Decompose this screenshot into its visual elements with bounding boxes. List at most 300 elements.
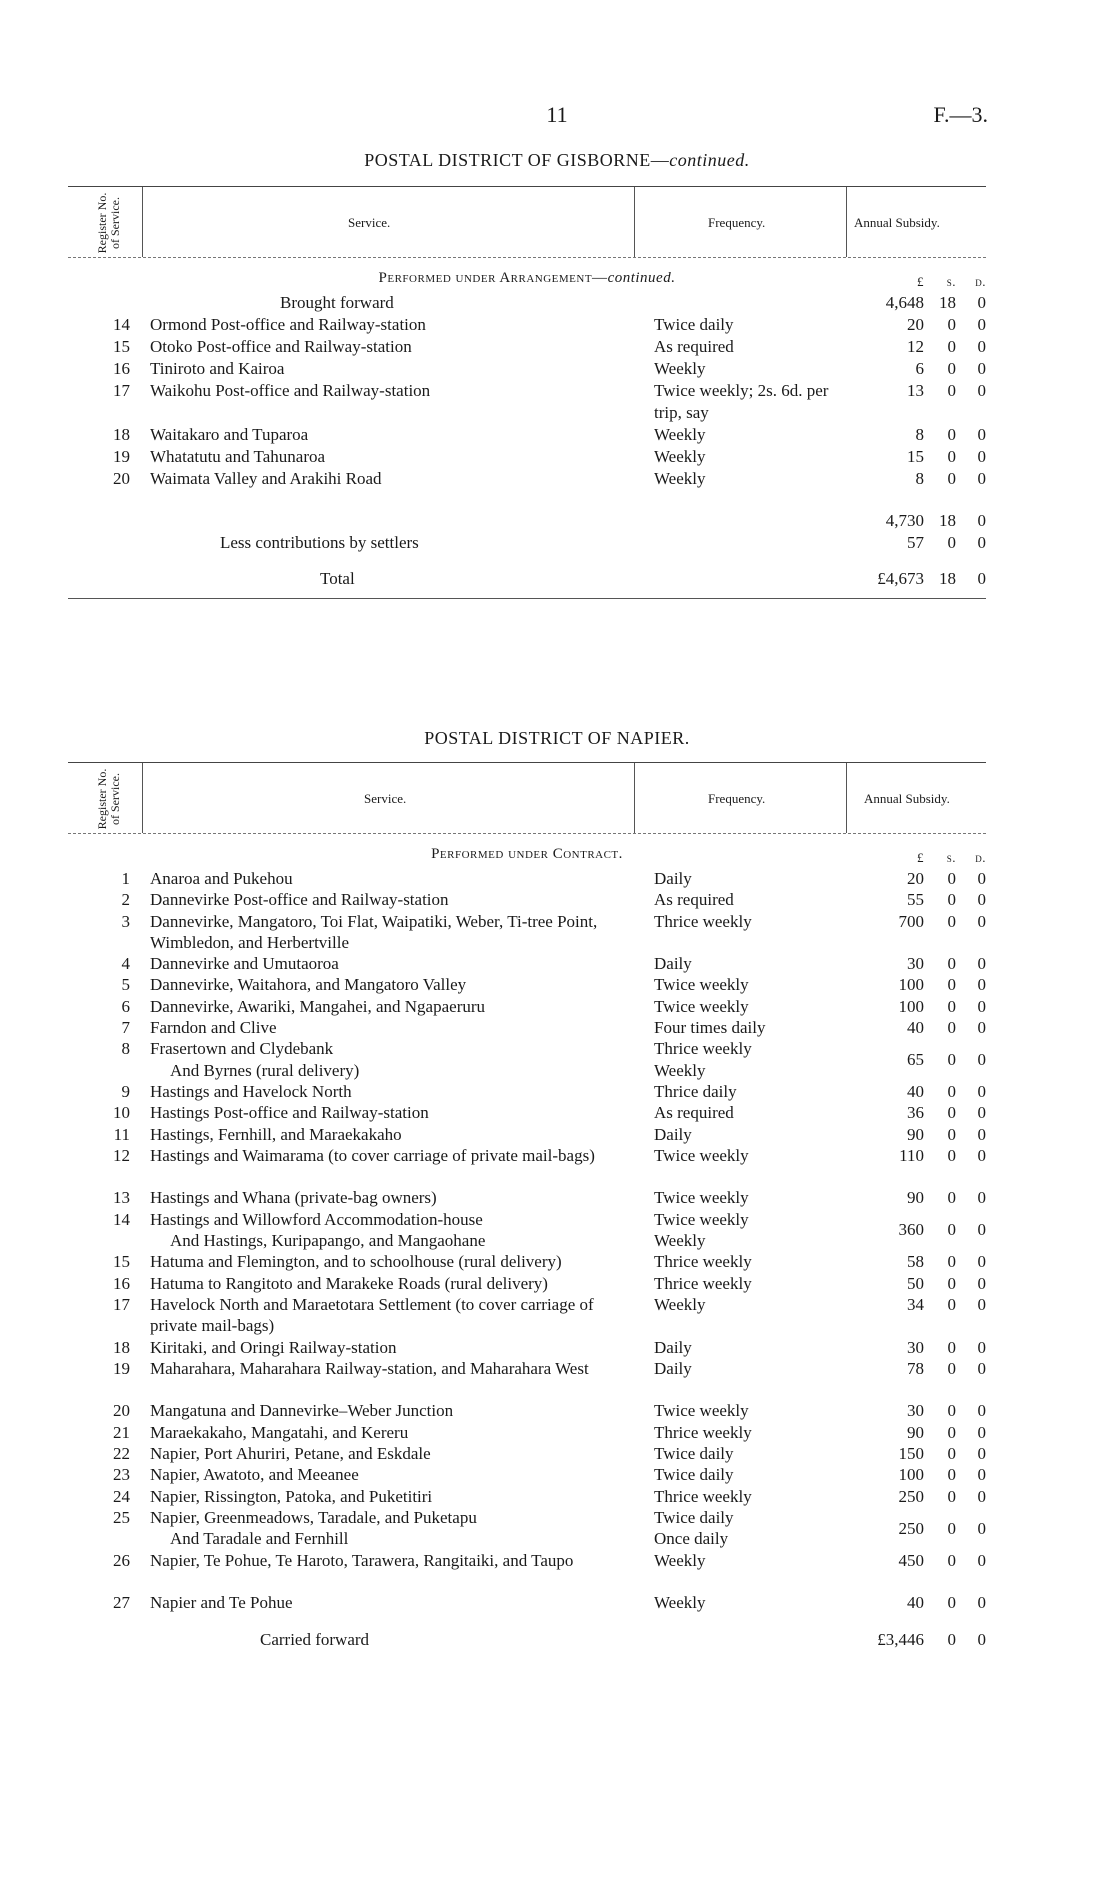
pence-value: 0 xyxy=(977,1518,986,1538)
service-name: Hastings Post-office and Railway-station xyxy=(150,1103,429,1123)
frequency: Weekly xyxy=(654,1294,706,1314)
service-name: Napier, Awatoto, and Meeanee xyxy=(150,1465,359,1485)
register-number: 13 xyxy=(113,1188,130,1208)
shillings-value: 18 xyxy=(939,511,956,530)
register-header: Register No. of Service. xyxy=(95,192,122,254)
service-line: Frasertown and Clydebank xyxy=(150,1039,334,1059)
frequency: Thrice daily xyxy=(654,1081,737,1101)
pounds-value: 20 xyxy=(907,869,924,888)
pence-value: 0 xyxy=(977,1294,986,1314)
frequency: Four times daily xyxy=(654,1018,766,1038)
subsidy-amount xyxy=(854,1219,986,1240)
shillings-value: 0 xyxy=(947,425,956,444)
subsidy-amount xyxy=(854,424,986,445)
pence-value: 0 xyxy=(977,1103,986,1123)
pence-value: 0 xyxy=(977,293,986,312)
service-name: Waimata Valley and Arakihi Road xyxy=(150,469,382,488)
register-number: 14 xyxy=(113,1209,130,1229)
subsidy-amount xyxy=(854,568,986,589)
table-row xyxy=(68,996,986,1017)
service-name: Napier, Rissington, Patoka, and Puketitiri xyxy=(150,1486,433,1506)
frequency: Daily xyxy=(654,1337,692,1357)
register-number: 26 xyxy=(113,1550,130,1570)
subsidy-amount xyxy=(854,1629,986,1650)
gisborne-section-heading: Performed under Arrangement—continued. £ s. d. xyxy=(378,270,986,289)
frequency: Daily xyxy=(654,869,692,888)
subsidy-amount xyxy=(854,1187,986,1208)
pence-value: 0 xyxy=(977,1486,986,1506)
pounds-value: 40 xyxy=(907,1081,924,1101)
shillings-value: 18 xyxy=(939,569,956,588)
table-bottom-rule xyxy=(68,598,986,599)
frequency: Twice weekly xyxy=(654,1401,749,1421)
subsidy-amount xyxy=(854,336,986,357)
register-number: 1 xyxy=(121,869,130,888)
table-row xyxy=(68,1017,986,1038)
pounds-value: 90 xyxy=(907,1422,924,1442)
pence-value: 0 xyxy=(977,315,986,334)
pence-value: 0 xyxy=(977,425,986,444)
service-name: Dannevirke and Umutaoroa xyxy=(150,954,339,974)
pounds-value: 78 xyxy=(907,1358,924,1378)
frequency: Thrice weekly xyxy=(654,1273,752,1293)
register-number: 16 xyxy=(113,1273,130,1293)
pounds-value: 30 xyxy=(907,1337,924,1357)
brought-forward-label: Brought forward xyxy=(280,293,394,312)
service-line: And Byrnes (rural delivery) xyxy=(170,1060,360,1080)
subsidy-amount xyxy=(854,911,986,932)
pounds-value: 8 xyxy=(915,469,924,488)
table-row xyxy=(68,1187,986,1208)
service-name xyxy=(150,1507,605,1550)
table-row xyxy=(68,1273,986,1294)
frequency: Twice daily xyxy=(654,1465,734,1485)
pounds-value: 6 xyxy=(915,359,924,378)
gisborne-table xyxy=(68,186,986,599)
pounds-value: 360 xyxy=(898,1220,924,1240)
table-row xyxy=(68,1251,986,1272)
service-line: And Hastings, Kuripapango, and Mangaohane xyxy=(170,1231,486,1251)
table-row xyxy=(68,911,986,954)
frequency: Twice daily xyxy=(654,1444,734,1464)
subsidy-amount xyxy=(854,292,986,313)
table-row xyxy=(68,358,986,380)
service-name: Whatatutu and Tahunaroa xyxy=(150,447,326,466)
pence-value: 0 xyxy=(977,1337,986,1357)
register-number: 27 xyxy=(113,1593,130,1613)
shillings-value: 0 xyxy=(947,1337,956,1357)
pounds-value: 50 xyxy=(907,1273,924,1293)
subsidy-amount xyxy=(854,380,986,401)
shillings-value: 0 xyxy=(947,1220,956,1240)
total-label: Total xyxy=(320,569,355,588)
register-number: 8 xyxy=(121,1039,130,1059)
page-number: 11 xyxy=(546,102,568,127)
service-name: Hastings and Waimarama (to cover carriage of private mail-bags) xyxy=(150,1145,595,1165)
service-name: Dannevirke, Mangatoro, Toi Flat, Waipatiki, Weber, Ti-tree Point, Wimbledon, and Herbertville xyxy=(150,911,598,952)
napier-section-heading: Performed under Contract. £ s. d. xyxy=(431,846,986,865)
pounds-value: £3,446 xyxy=(877,1630,924,1650)
pounds-value: £4,673 xyxy=(877,569,924,588)
subsidy-amount xyxy=(854,1294,986,1315)
service-name: Dannevirke, Awariki, Mangahei, and Ngapaeruru xyxy=(150,996,486,1016)
pounds-value: 12 xyxy=(907,337,924,356)
shillings-value: 0 xyxy=(947,337,956,356)
shillings-value: 0 xyxy=(947,533,956,552)
table-row xyxy=(68,1592,986,1613)
subsidy-amount xyxy=(854,1358,986,1379)
pounds-value: 30 xyxy=(907,954,924,974)
pounds-value: 55 xyxy=(907,890,924,910)
shillings-value: 0 xyxy=(947,1145,956,1165)
pounds-value: 150 xyxy=(898,1444,924,1464)
frequency-line: Once daily xyxy=(654,1529,729,1549)
register-number: 15 xyxy=(113,1252,130,1272)
table-row xyxy=(68,424,986,446)
frequency: Weekly xyxy=(654,469,706,488)
subsidy-amount xyxy=(854,1145,986,1166)
register-number: 24 xyxy=(113,1486,130,1506)
register-number: 14 xyxy=(113,315,130,334)
subsidy-amount xyxy=(854,974,986,995)
frequency: Thrice weekly xyxy=(654,1252,752,1272)
service-name: Maharahara, Maharahara Railway-station, and Maharahara West xyxy=(150,1358,589,1378)
frequency: Weekly xyxy=(654,447,706,466)
register-number: 20 xyxy=(113,469,130,488)
table-row xyxy=(68,974,986,995)
subsidy-amount xyxy=(854,1518,986,1539)
register-number: 5 xyxy=(121,975,130,995)
units-header: £ s. d. xyxy=(917,850,986,865)
subsidy-amount xyxy=(854,1443,986,1464)
shillings-value: 0 xyxy=(947,1050,956,1070)
shillings-value: 0 xyxy=(947,911,956,931)
subsidy-amount xyxy=(854,1251,986,1272)
pounds-value: 250 xyxy=(898,1518,924,1538)
units-header: £ s. d. xyxy=(917,274,986,289)
frequency: Weekly xyxy=(654,1593,706,1613)
shillings-value: 0 xyxy=(947,1518,956,1538)
frequency: As required xyxy=(654,1103,734,1123)
service-name: Hastings and Whana (private-bag owners) xyxy=(150,1188,437,1208)
pounds-value: 40 xyxy=(907,1018,924,1038)
service-line: Hastings and Willowford Accommodation-house xyxy=(150,1209,483,1229)
table-row xyxy=(68,1145,986,1188)
register-number: 25 xyxy=(113,1507,130,1527)
pence-value: 0 xyxy=(977,890,986,910)
less-contributions-label: Less contributions by settlers xyxy=(220,533,419,552)
subsidy-amount xyxy=(854,953,986,974)
service-name xyxy=(150,1209,605,1252)
shillings-value: 0 xyxy=(947,1630,956,1650)
shillings-value: 0 xyxy=(947,1252,956,1272)
pence-value: 0 xyxy=(977,1550,986,1570)
total-row xyxy=(68,568,986,590)
pence-value: 0 xyxy=(977,1422,986,1442)
subsidy-amount xyxy=(854,1464,986,1485)
shillings-value: 0 xyxy=(947,1188,956,1208)
pence-value: 0 xyxy=(977,1124,986,1144)
frequency xyxy=(654,1038,854,1081)
shillings-value: 0 xyxy=(947,359,956,378)
register-number: 3 xyxy=(121,911,130,931)
shillings-value: 0 xyxy=(947,975,956,995)
shillings-value: 0 xyxy=(947,1294,956,1314)
pounds-value: 100 xyxy=(898,975,924,995)
pence-value: 0 xyxy=(977,1401,986,1421)
frequency: Weekly xyxy=(654,425,706,444)
frequency: Daily xyxy=(654,1124,692,1144)
pounds-value: 13 xyxy=(907,381,924,400)
service-name: Napier, Port Ahuriri, Petane, and Eskdale xyxy=(150,1444,431,1464)
frequency: As required xyxy=(654,890,734,910)
subsidy-amount xyxy=(854,889,986,910)
service-name: Otoko Post-office and Railway-station xyxy=(150,337,412,356)
pence-value: 0 xyxy=(977,469,986,488)
subsidy-amount xyxy=(854,314,986,335)
service-name: Waikohu Post-office and Railway-station xyxy=(150,381,431,400)
table-row xyxy=(68,1337,986,1358)
service-name: Hastings, Fernhill, and Maraekakaho xyxy=(150,1124,402,1144)
pounds-value: 58 xyxy=(907,1252,924,1272)
pounds-value: 36 xyxy=(907,1103,924,1123)
shillings-value: 0 xyxy=(947,1486,956,1506)
gisborne-title: POSTAL DISTRICT OF GISBORNE—continued. xyxy=(364,150,750,170)
shillings-value: 0 xyxy=(947,869,956,888)
pence-value: 0 xyxy=(977,1018,986,1038)
pounds-value: 90 xyxy=(907,1188,924,1208)
service-header: Service. xyxy=(348,215,391,230)
register-number: 2 xyxy=(121,890,130,910)
service-name: Dannevirke Post-office and Railway-station xyxy=(150,890,449,910)
shillings-value: 18 xyxy=(939,293,956,312)
service-name: Anaroa and Pukehou xyxy=(150,869,293,888)
subsidy-amount xyxy=(854,1049,986,1070)
register-number: 18 xyxy=(113,1337,130,1357)
table-row xyxy=(68,1400,986,1421)
register-number: 22 xyxy=(113,1444,130,1464)
register-number: 4 xyxy=(121,954,130,974)
shillings-value: 0 xyxy=(947,315,956,334)
pence-value: 0 xyxy=(977,381,986,400)
subsidy-amount xyxy=(854,532,986,553)
pence-value: 0 xyxy=(977,1145,986,1165)
register-number: 6 xyxy=(121,996,130,1016)
service-name: Hatuma to Rangitoto and Marakeke Roads (rural delivery) xyxy=(150,1273,548,1293)
register-number: 16 xyxy=(113,359,130,378)
pounds-value: 15 xyxy=(907,447,924,466)
subsidy-amount xyxy=(854,1124,986,1145)
carried-forward-label: Carried forward xyxy=(260,1630,370,1650)
frequency: Twice daily xyxy=(654,315,734,334)
pounds-value: 20 xyxy=(907,315,924,334)
pounds-value: 700 xyxy=(898,911,924,931)
pounds-value: 4,648 xyxy=(885,293,924,312)
pence-value: 0 xyxy=(977,869,986,888)
shillings-value: 0 xyxy=(947,1444,956,1464)
subsidy-amount xyxy=(854,1102,986,1123)
table-row xyxy=(68,380,986,424)
table-row xyxy=(68,889,986,910)
pence-value: 0 xyxy=(977,1358,986,1378)
frequency-line: Twice weekly xyxy=(654,1209,749,1229)
brought-forward-row xyxy=(68,292,986,314)
gisborne-rows xyxy=(68,292,986,599)
subsidy-amount xyxy=(854,1592,986,1613)
table-row xyxy=(68,1209,986,1252)
napier-table xyxy=(68,762,986,1651)
register-number: 7 xyxy=(121,1018,130,1038)
subsidy-amount xyxy=(854,1337,986,1358)
pounds-value: 100 xyxy=(898,1465,924,1485)
pence-value: 0 xyxy=(977,1444,986,1464)
frequency: Thrice weekly xyxy=(654,911,752,931)
frequency: As required xyxy=(654,337,734,356)
frequency: Twice weekly xyxy=(654,975,749,995)
service-name: Napier and Te Pohue xyxy=(150,1593,293,1613)
table-row xyxy=(68,468,986,490)
pounds-value: 4,730 xyxy=(885,511,924,530)
service-header: Service. xyxy=(364,791,407,806)
subsidy-amount xyxy=(854,1486,986,1507)
frequency: Twice weekly xyxy=(654,1145,749,1165)
table-row xyxy=(68,336,986,358)
service-name: Farndon and Clive xyxy=(150,1018,277,1038)
service-name: Havelock North and Maraetotara Settlement (to cover carriage of private mail-bags) xyxy=(150,1294,594,1336)
table-row xyxy=(68,1081,986,1102)
subsidy-amount xyxy=(854,358,986,379)
frequency xyxy=(654,1209,854,1252)
subsidy-amount xyxy=(854,468,986,489)
service-line: Napier, Greenmeadows, Taradale, and Puketapu xyxy=(150,1507,477,1527)
pence-value: 0 xyxy=(977,1630,986,1650)
shillings-value: 0 xyxy=(947,469,956,488)
service-name: Hastings and Havelock North xyxy=(150,1081,352,1101)
frequency: Weekly xyxy=(654,359,706,378)
pence-value: 0 xyxy=(977,569,986,588)
table-row xyxy=(68,1124,986,1145)
table-row xyxy=(68,1443,986,1464)
frequency: Thrice weekly xyxy=(654,1422,752,1442)
shillings-value: 0 xyxy=(947,1081,956,1101)
subsidy-amount xyxy=(854,510,986,531)
frequency-line: Weekly xyxy=(654,1231,706,1251)
pounds-value: 100 xyxy=(898,996,924,1016)
shillings-value: 0 xyxy=(947,1422,956,1442)
shillings-value: 0 xyxy=(947,996,956,1016)
service-name: Napier, Te Pohue, Te Haroto, Tarawera, Rangitaiki, and Taupo xyxy=(150,1550,574,1570)
register-header: Register No. of Service. xyxy=(95,768,122,830)
pounds-value: 8 xyxy=(915,425,924,444)
table-row xyxy=(68,1358,986,1401)
register-number: 23 xyxy=(113,1465,130,1485)
napier-title: POSTAL DISTRICT OF NAPIER. xyxy=(424,728,690,748)
pence-value: 0 xyxy=(977,1188,986,1208)
shillings-value: 0 xyxy=(947,1593,956,1613)
subsidy-amount xyxy=(854,1550,986,1571)
register-number: 17 xyxy=(113,381,130,400)
napier-rows xyxy=(68,868,986,1651)
table-row xyxy=(68,1486,986,1507)
pence-value: 0 xyxy=(977,447,986,466)
frequency: Twice weekly xyxy=(654,996,749,1016)
service-name: Maraekakaho, Mangatahi, and Kereru xyxy=(150,1422,409,1442)
frequency: Twice weekly xyxy=(654,1188,749,1208)
shillings-value: 0 xyxy=(947,1018,956,1038)
subsidy-amount xyxy=(854,1422,986,1443)
register-number: 19 xyxy=(113,447,130,466)
subsidy-amount xyxy=(854,446,986,467)
table-row xyxy=(68,1102,986,1123)
shillings-value: 0 xyxy=(947,1358,956,1378)
register-number: 19 xyxy=(113,1358,130,1378)
shillings-value: 0 xyxy=(947,1103,956,1123)
register-number: 18 xyxy=(113,425,130,444)
subtotal-row xyxy=(68,510,986,532)
frequency: Weekly xyxy=(654,1550,706,1570)
pounds-value: 30 xyxy=(907,1401,924,1421)
pence-value: 0 xyxy=(977,533,986,552)
register-number: 9 xyxy=(121,1081,130,1101)
pounds-value: 90 xyxy=(907,1124,924,1144)
napier-table-header xyxy=(68,762,986,834)
pounds-value: 450 xyxy=(898,1550,924,1570)
shillings-value: 0 xyxy=(947,1273,956,1293)
table-row xyxy=(68,1550,986,1593)
pence-value: 0 xyxy=(977,1050,986,1070)
shillings-value: 0 xyxy=(947,381,956,400)
frequency: Thrice weekly xyxy=(654,1486,752,1506)
subsidy-header: Annual Subsidy. xyxy=(854,215,940,230)
frequency xyxy=(654,1507,854,1550)
shillings-value: 0 xyxy=(947,1401,956,1421)
table-row xyxy=(68,446,986,468)
gisborne-table-header xyxy=(68,186,986,258)
pence-value: 0 xyxy=(977,954,986,974)
pence-value: 0 xyxy=(977,1252,986,1272)
pounds-value: 65 xyxy=(907,1050,924,1070)
shillings-value: 0 xyxy=(947,1550,956,1570)
pounds-value: 34 xyxy=(907,1294,924,1314)
subsidy-header: Annual Subsidy. xyxy=(864,791,950,806)
service-name: Kiritaki, and Oringi Railway-station xyxy=(150,1337,397,1357)
shillings-value: 0 xyxy=(947,890,956,910)
frequency-header: Frequency. xyxy=(708,215,766,230)
register-number: 21 xyxy=(113,1422,130,1442)
table-row xyxy=(68,1038,986,1081)
table-row xyxy=(68,314,986,336)
frequency-line: Thrice weekly xyxy=(654,1039,752,1059)
pence-value: 0 xyxy=(977,996,986,1016)
service-name: Mangatuna and Dannevirke–Weber Junction xyxy=(150,1401,454,1421)
frequency: Daily xyxy=(654,954,692,974)
service-name: Ormond Post-office and Railway-station xyxy=(150,315,426,334)
register-number: 15 xyxy=(113,337,130,356)
table-row xyxy=(68,1422,986,1443)
table-row xyxy=(68,953,986,974)
pence-value: 0 xyxy=(977,975,986,995)
service-name: Dannevirke, Waitahora, and Mangatoro Valley xyxy=(150,975,467,995)
register-number: 12 xyxy=(113,1145,130,1165)
service-line: And Taradale and Fernhill xyxy=(170,1529,349,1549)
shillings-value: 0 xyxy=(947,447,956,466)
frequency-header: Frequency. xyxy=(708,791,766,806)
pence-value: 0 xyxy=(977,1273,986,1293)
subsidy-amount xyxy=(854,868,986,889)
frequency-line: Weekly xyxy=(654,1060,706,1080)
document-reference: F.—3. xyxy=(933,102,988,127)
pence-value: 0 xyxy=(977,359,986,378)
